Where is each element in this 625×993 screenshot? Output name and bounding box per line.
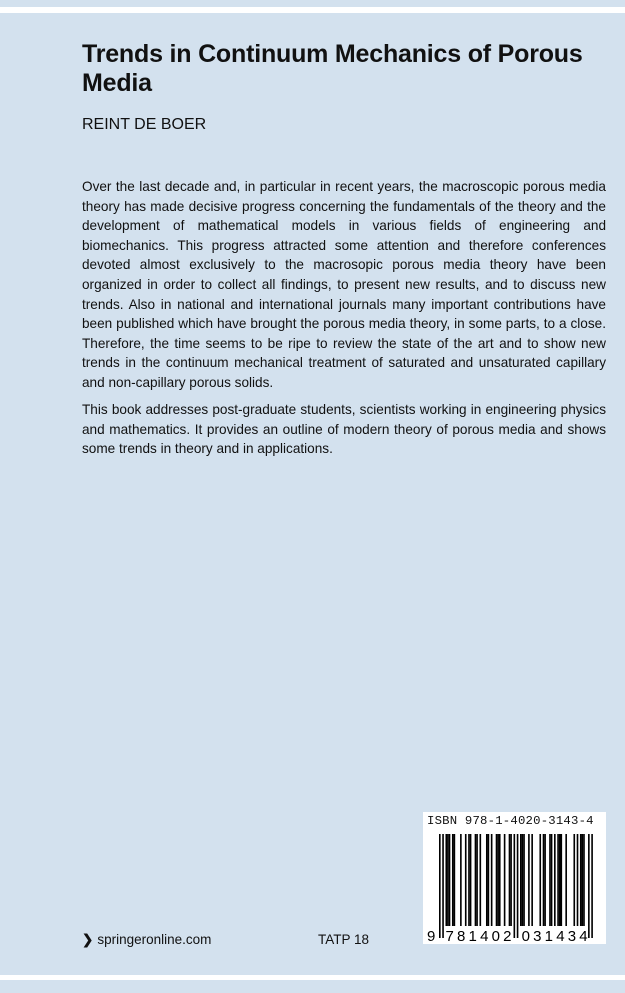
barcode-bar (557, 834, 559, 926)
barcode-bar (523, 834, 525, 926)
barcode-bars (423, 832, 606, 944)
isbn-label: ISBN 978-1-4020-3143-4 (427, 814, 594, 828)
author-name: REINT DE BOER (82, 116, 207, 133)
barcode-bar (468, 834, 470, 926)
chevron-right-icon: ❯ (82, 932, 94, 947)
barcode-bar (549, 834, 551, 926)
barcode-bar (447, 834, 449, 926)
barcode-bar (582, 834, 584, 926)
barcode-bar (520, 834, 522, 926)
barcode-bar (442, 834, 444, 938)
barcode-bar (514, 834, 516, 938)
barcode-bar (480, 834, 482, 926)
barcode-bar (551, 834, 553, 926)
book-title: Trends in Continuum Mechanics of Porous Media (82, 40, 583, 97)
barcode-bar (510, 834, 512, 926)
barcode-bar (509, 834, 511, 926)
barcode-bar (470, 834, 472, 926)
barcode-bar (449, 834, 451, 926)
barcode-bar (531, 834, 533, 926)
barcode-bar (528, 834, 530, 926)
barcode-bar (561, 834, 563, 926)
barcode-bar (588, 834, 590, 938)
series-code: TATP 18 (318, 932, 370, 947)
top-white-band (0, 7, 625, 13)
barcode-bar (486, 834, 488, 926)
publisher-link-text[interactable]: springeronline.com (97, 932, 212, 947)
barcode-bar (573, 834, 575, 926)
barcode-bar (565, 834, 567, 926)
isbn-barcode (423, 812, 606, 944)
barcode-bar (465, 834, 467, 926)
barcode-bar (491, 834, 493, 926)
barcode-bar (452, 834, 454, 926)
barcode-digits: 9 (427, 928, 436, 944)
barcode-bar (504, 834, 506, 926)
barcode-bar (475, 834, 477, 926)
barcode-bar (577, 834, 579, 926)
barcode-bar (559, 834, 561, 926)
barcode-digits: 031434 (521, 928, 588, 944)
barcode-bar (499, 834, 501, 926)
bottom-white-band (0, 975, 625, 980)
barcode-bar (517, 834, 519, 938)
barcode-bar (554, 834, 556, 926)
barcode-bar (543, 834, 545, 926)
barcode-digits: 781402 (445, 928, 512, 944)
description-paragraph: Over the last decade and, in particular in recent years, the macroscopic porous media theory has made decisive progress concerning the fundamentals of the theory and the development of mathematical models in various fields of engineering and biomechanics. This progress attracted some attention and therefore conferences devoted almost exclusively to the macrosopic porous media theory have been organized in order to collect all findings, to present new results, and to discuss new trends. Also in national and international journals many important contributions have been published which have brought the porous media theory, in some parts, to a close. Therefore, the time seems to be ripe to review the state of the art and to show new trends in the continuum mechanical treatment of saturated and unsaturated capillary and non-capillary porous solids. (82, 179, 606, 390)
barcode-bar (496, 834, 498, 926)
audience-paragraph: This book addresses post-graduate students, scientists working in engineering physics and mathematics. It provides an outline of modern theory of porous media and shows some trends in theory and in applications. (82, 402, 606, 457)
barcode-bar (497, 834, 499, 926)
barcode-bar (454, 834, 456, 926)
barcode-bar (460, 834, 462, 926)
barcode-bar (522, 834, 524, 926)
barcode-bar (445, 834, 447, 926)
barcode-bar (476, 834, 478, 926)
barcode-bar (583, 834, 585, 926)
barcode-bar (488, 834, 490, 926)
barcode-bar (439, 834, 441, 938)
barcode-bar (580, 834, 582, 926)
barcode-bar (591, 834, 593, 938)
publisher-link[interactable] (82, 932, 211, 948)
barcode-bar (544, 834, 546, 926)
barcode-bar (539, 834, 541, 926)
